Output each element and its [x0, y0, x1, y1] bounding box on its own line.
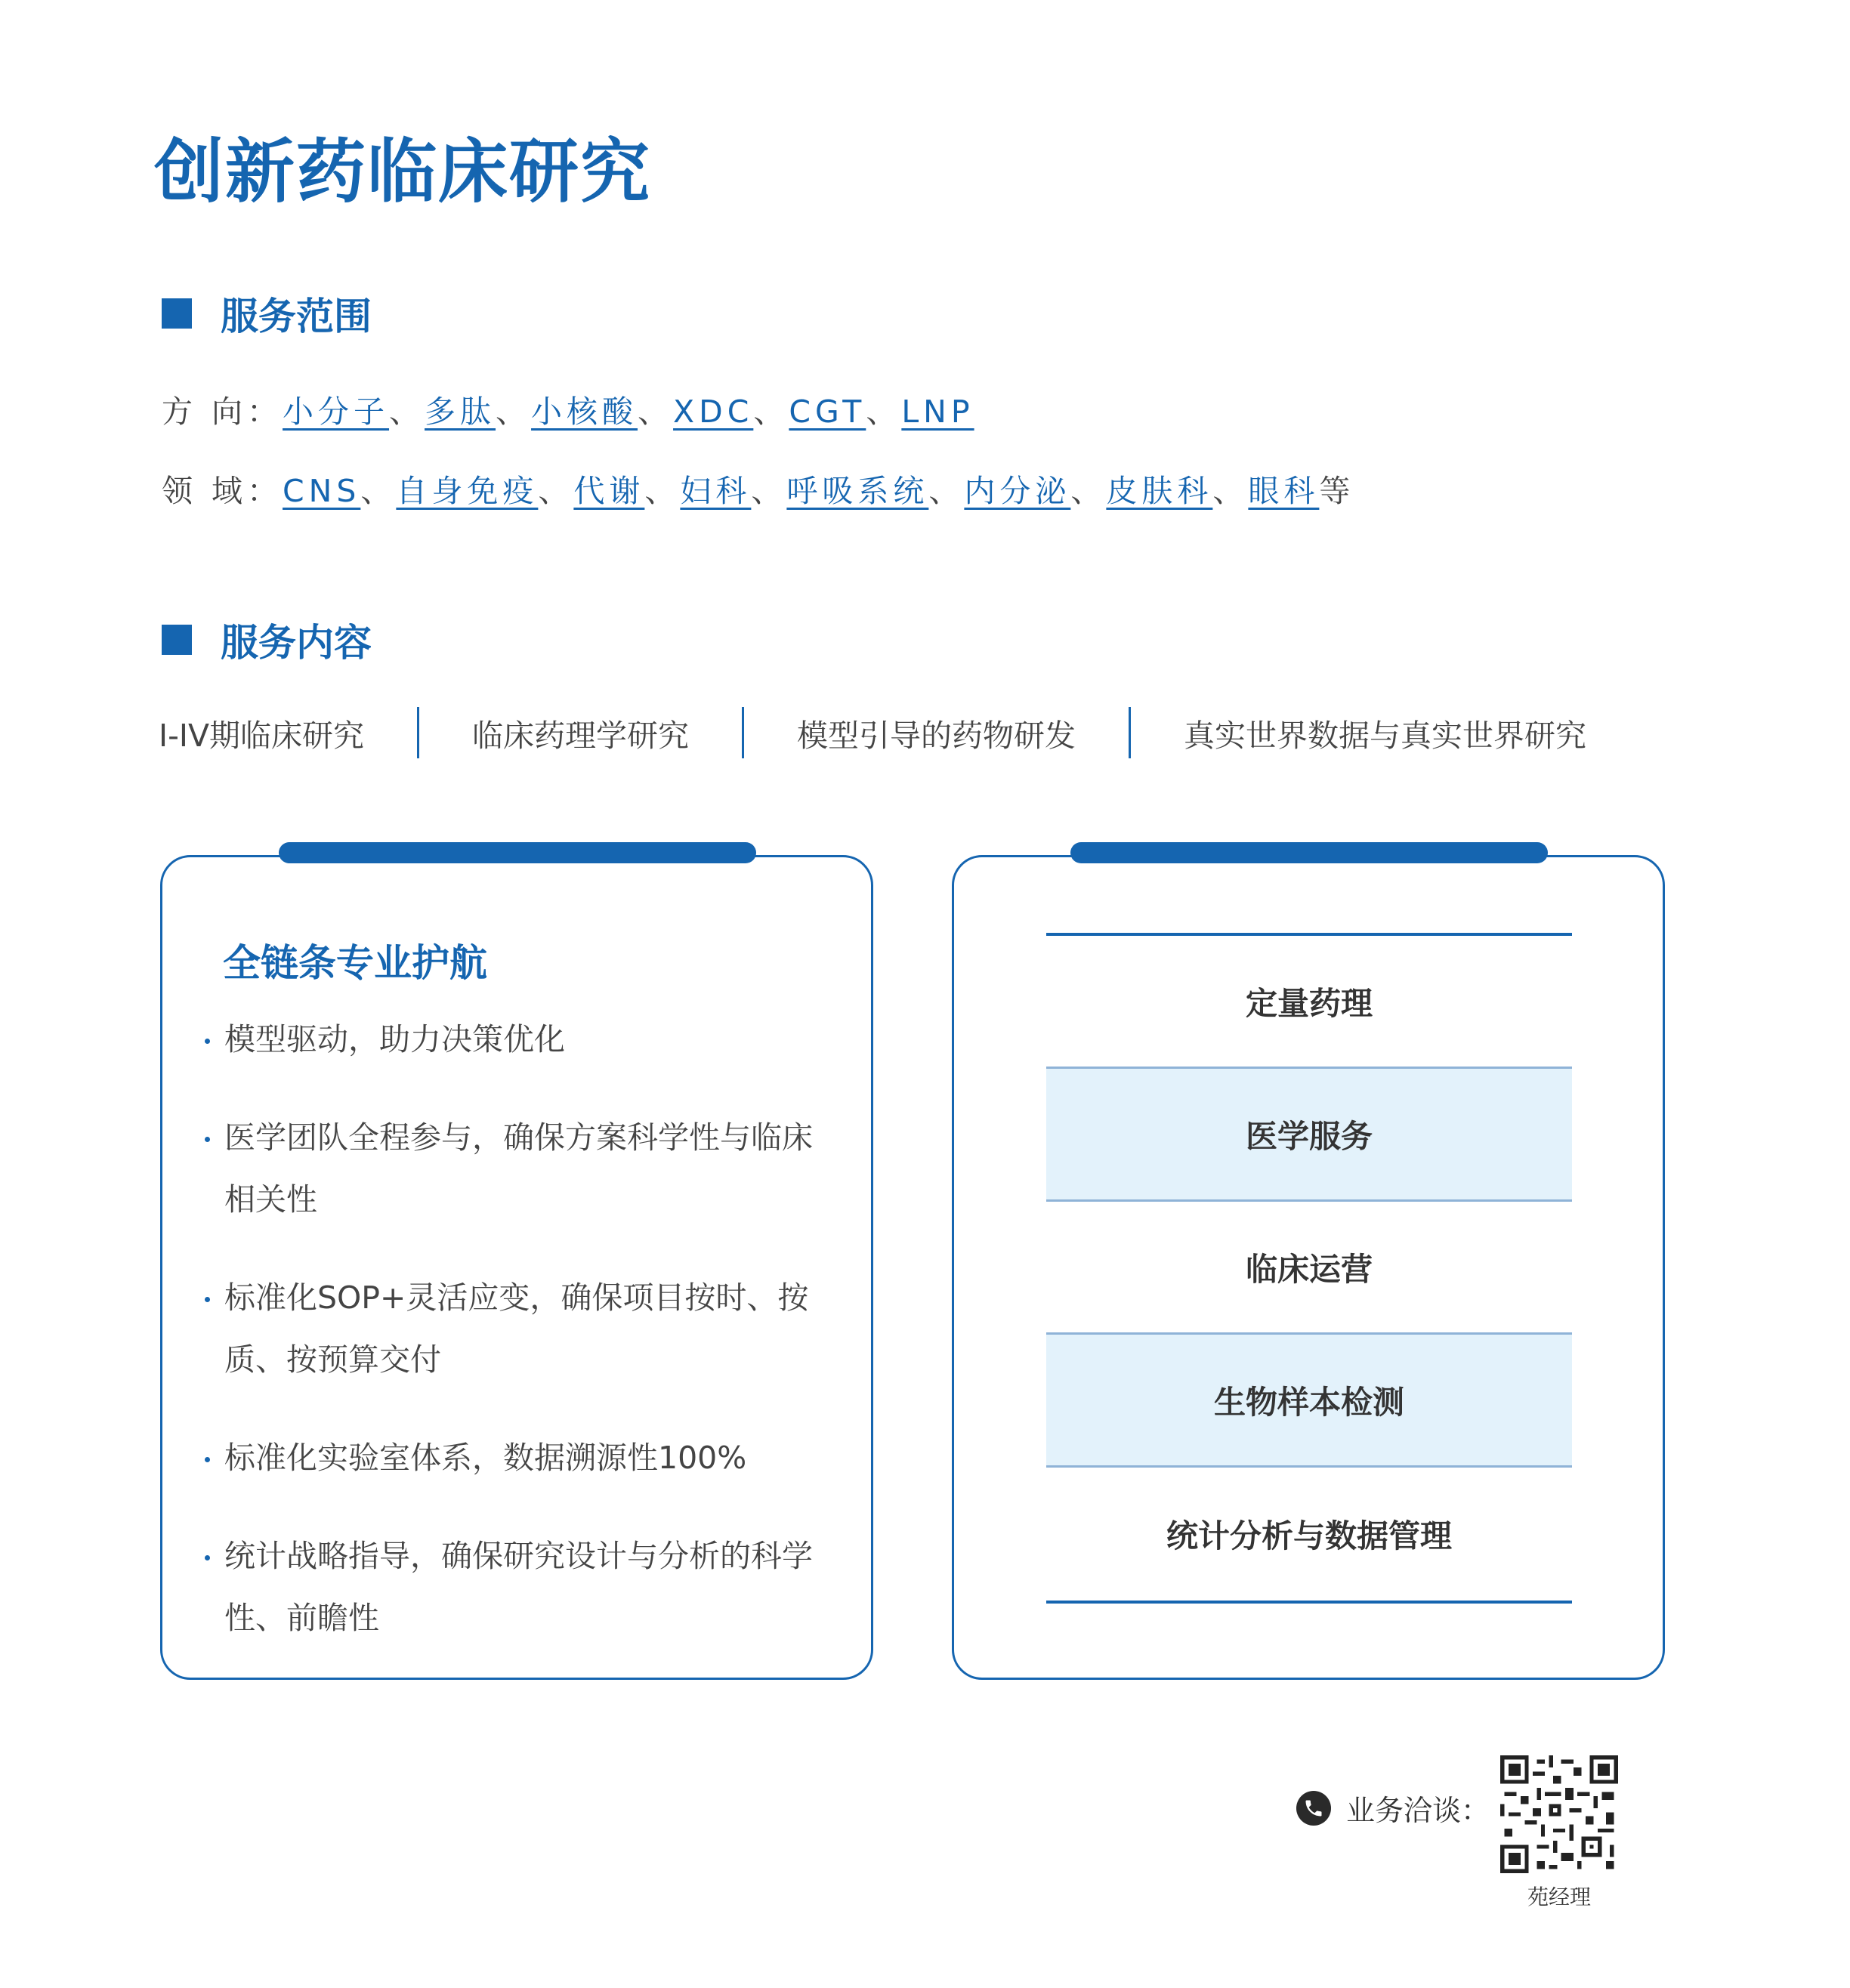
direction-line: 方 向：小分子、多肽、小核酸、XDC、CGT、LNP — [162, 394, 974, 430]
phone-icon — [1296, 1791, 1331, 1826]
direction-link[interactable]: 多肽 — [425, 394, 496, 430]
card-tab-decoration — [279, 842, 756, 863]
bullet-item: 模型驱动，助力决策优化 — [202, 1008, 836, 1070]
content-item: I-IV期临床研究 — [159, 717, 365, 754]
card-title: 全链条专业护航 — [223, 941, 487, 985]
bullet-item: 医学团队全程参与，确保方案科学性与临床相关性 — [202, 1107, 836, 1230]
content-heading-label: 服务内容 — [221, 621, 372, 665]
service-item: 生物样本检测 — [1046, 1335, 1572, 1468]
section-marker-icon — [162, 625, 192, 655]
page-title: 创新药临床研究 — [154, 131, 652, 212]
service-item: 医学服务 — [1046, 1069, 1572, 1202]
content-list — [159, 702, 1700, 763]
domain-suffix: 等 — [1319, 473, 1355, 509]
direction-link[interactable]: 小分子 — [283, 394, 390, 430]
qr-caption: 苑经理 — [1527, 1885, 1591, 1909]
direction-link[interactable]: CGT — [789, 394, 866, 430]
service-stack — [1046, 933, 1572, 1604]
service-item: 定量药理 — [1046, 936, 1572, 1069]
service-item: 临床运营 — [1046, 1202, 1572, 1335]
domain-link[interactable]: CNS — [283, 473, 361, 509]
content-item: 真实世界数据与真实世界研究 — [1184, 717, 1587, 754]
domain-link[interactable]: 皮肤科 — [1106, 473, 1213, 509]
domain-link[interactable]: 代谢 — [573, 473, 645, 509]
content-item: 临床药理学研究 — [472, 717, 690, 754]
domain-link[interactable]: 妇科 — [680, 473, 752, 509]
contact-label: 业务洽谈： — [1346, 1794, 1490, 1827]
content-heading — [162, 617, 372, 665]
domain-link[interactable]: 内分泌 — [964, 473, 1071, 509]
domain-link[interactable]: 自身免疫 — [396, 473, 539, 509]
scope-heading — [162, 291, 372, 336]
card-tab-decoration — [1070, 842, 1548, 863]
bullet-list — [202, 1008, 836, 1685]
qr-code[interactable] — [1500, 1755, 1618, 1873]
direction-link[interactable]: 小核酸 — [531, 394, 638, 430]
service-item: 统计分析与数据管理 — [1046, 1468, 1572, 1604]
bullet-item: 统计战略指导，确保研究设计与分析的科学性、前瞻性 — [202, 1525, 836, 1649]
domain-label: 领 域： — [162, 473, 283, 509]
bullet-item: 标准化SOP+灵活应变，确保项目按时、按质、按预算交付 — [202, 1267, 836, 1391]
full-chain-card — [160, 855, 873, 1680]
domain-link[interactable]: 眼科 — [1248, 473, 1320, 509]
section-marker-icon — [162, 298, 192, 329]
direction-link[interactable]: XDC — [673, 394, 754, 430]
scope-heading-label: 服务范围 — [221, 295, 372, 338]
direction-label: 方 向： — [162, 394, 283, 430]
direction-link[interactable]: LNP — [901, 394, 974, 430]
contact — [1296, 1787, 1490, 1829]
content-item: 模型引导的药物研发 — [797, 717, 1076, 754]
domain-line: 领 域：CNS、自身免疫、代谢、妇科、呼吸系统、内分泌、皮肤科、眼科等 — [162, 473, 1355, 509]
bullet-item: 标准化实验室体系，数据溯源性100% — [202, 1427, 836, 1489]
services-card — [952, 855, 1665, 1680]
domain-link[interactable]: 呼吸系统 — [786, 473, 929, 509]
